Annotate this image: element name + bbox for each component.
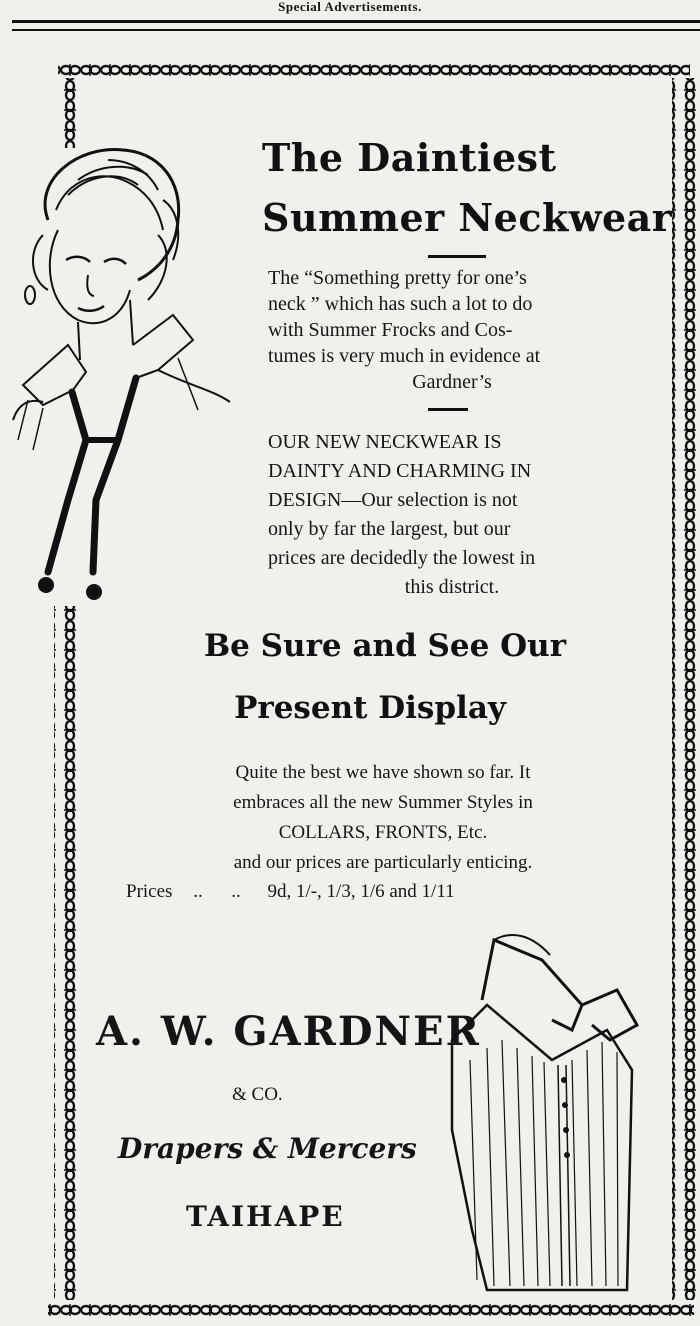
neckwear-line: DAINTY AND CHARMING IN (268, 460, 532, 482)
intro-line: with Summer Frocks and Cos- (268, 319, 513, 341)
store-town: TAIHAPE (186, 1200, 345, 1233)
display-line-1: Be Sure and See Our (203, 628, 567, 664)
headline-divider (428, 255, 486, 258)
collar-and-front-illustration (432, 930, 662, 1300)
details-line: Quite the best we have shown so far. It (235, 762, 531, 783)
store-trade: Drapers & Mercers (118, 1132, 417, 1165)
store-name: A. W. GARDNER (96, 1008, 481, 1055)
intro-divider (428, 408, 468, 411)
details-line: and our prices are particularly enticing. (233, 852, 533, 873)
neckwear-line: this district. (404, 576, 500, 598)
woman-with-neckwear-illustration (8, 140, 238, 610)
details-line: COLLARS, FRONTS, Etc. (278, 822, 488, 843)
prices-values: 9d, 1/-, 1/3, 1/6 and 1/11 (267, 881, 455, 902)
intro-line: neck ” which has such a lot to do (268, 293, 533, 315)
neckwear-line: only by far the largest, but our (268, 518, 511, 540)
intro-line: tumes is very much in evidence at (268, 345, 541, 367)
neckwear-line: OUR NEW NECKWEAR IS (268, 431, 502, 453)
intro-paragraph (268, 265, 636, 395)
details-line: embraces all the new Summer Styles in (233, 792, 533, 813)
prices-label: Prices (126, 881, 173, 902)
headline-line-2: Summer Neckwear (262, 195, 673, 240)
intro-line: Gardner’s (412, 371, 492, 393)
display-line-2: Present Display (234, 690, 506, 726)
neckwear-line: prices are decidedly the lowest in (268, 547, 536, 569)
details-paragraph (100, 758, 666, 878)
neckwear-paragraph (268, 428, 636, 602)
neckwear-line: DESIGN—Our selection is not (268, 489, 518, 511)
section-header: Special Advertisements. (278, 0, 422, 14)
prices-dots: .. .. (193, 881, 241, 902)
store-co: & CO. (232, 1084, 283, 1105)
headline-line-1: The Daintiest (262, 135, 557, 180)
intro-line: The “Something pretty for one’s (268, 267, 527, 289)
prices-line (126, 880, 626, 904)
